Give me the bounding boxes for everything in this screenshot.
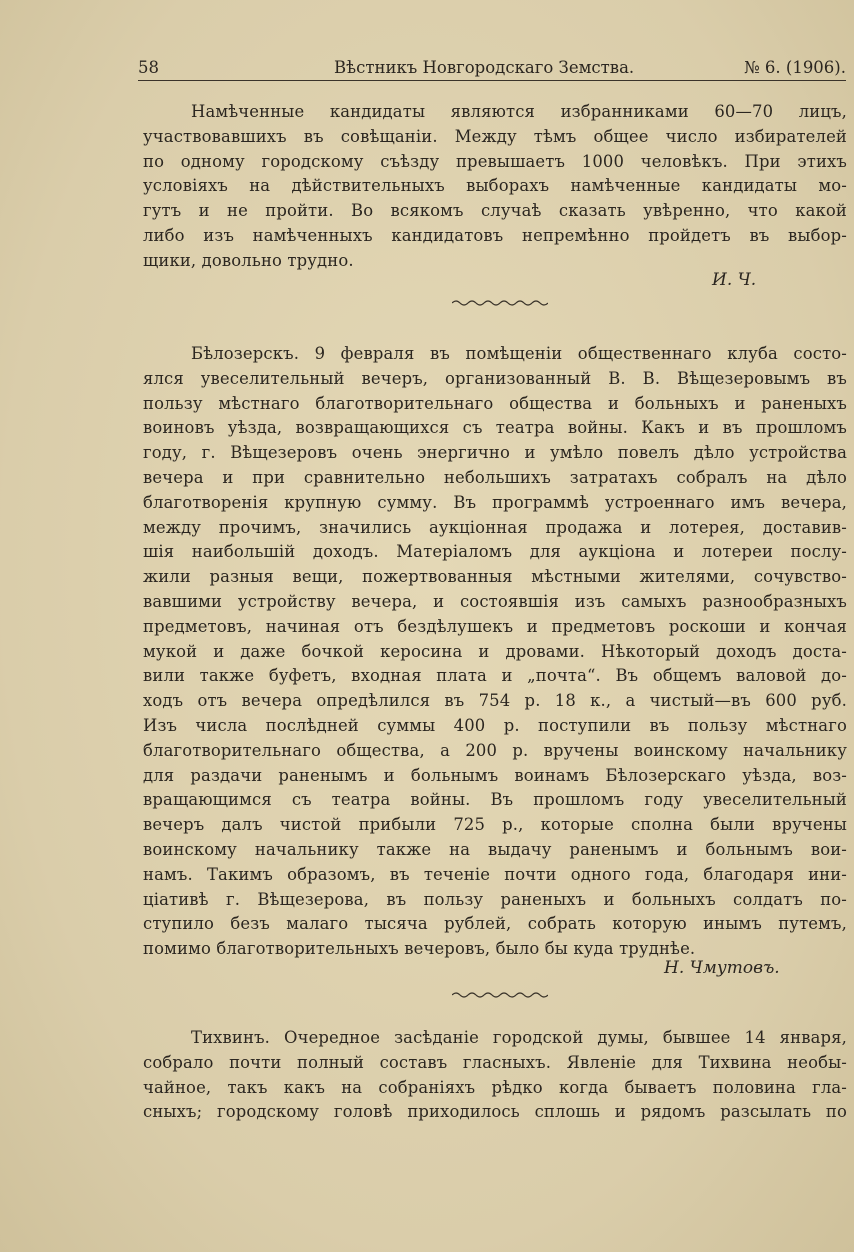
- text-line: для раздачи раненымъ и больнымъ воинамъ Бѣлозерскаго уѣзда, воз-: [143, 765, 847, 785]
- signature-ich: И. Ч.: [712, 270, 757, 290]
- text-line: чайное, такъ какъ на собраніяхъ рѣдко когда бываетъ половина гла-: [143, 1077, 847, 1097]
- text-line: вечеръ далъ чистой прибыли 725 р., которые сполна были вручены: [143, 815, 847, 835]
- text-line: ходъ отъ вечера опредѣлился въ 754 р. 18 к., а чистый—въ 600 руб.: [143, 691, 847, 711]
- text-line: Бѣлозерскъ. 9 февраля въ помѣщеніи общественнаго клуба состо-: [191, 344, 847, 363]
- text-line: году, г. Вѣщезеровъ очень энергично и умѣло повелъ дѣло устройства: [143, 443, 847, 463]
- text-line: либо изъ намѣченныхъ кандидатовъ непремѣнно пройдетъ въ выбор-: [143, 225, 847, 245]
- text-line: сныхъ; городскому головѣ приходилось сплошь и рядомъ разсылать по: [143, 1102, 847, 1122]
- text-line: воинскому начальнику также на выдачу раненымъ и больнымъ вои-: [143, 839, 847, 859]
- text-line: помимо благотворительныхъ вечеровъ, было бы куда труднѣе.: [143, 939, 696, 959]
- text-line: вечера и при сравнительно небольшихъ затратахъ собралъ на дѣло: [143, 467, 847, 487]
- text-line: благотворительнаго общества, а 200 р. вручены воинскому начальнику: [143, 740, 847, 760]
- text-line: пользу мѣстнаго благотворительнаго общества и больныхъ и раненыхъ: [143, 393, 847, 413]
- text-line: намъ. Такимъ образомъ, въ теченіе почти одного года, благодаря ини-: [143, 864, 847, 884]
- text-line: предметовъ, начиная отъ бездѣлушекъ и предметовъ роскоши и кончая: [143, 616, 847, 636]
- text-line: между прочимъ, значились аукціонная продажа и лотерея, доставив-: [143, 517, 847, 537]
- text-line: воиновъ уѣзда, возвращающихся съ театра войны. Какъ и въ прошломъ: [143, 418, 847, 438]
- text-line: вавшими устройству вечера, и состоявшія изъ самыхъ разнообразныхъ: [143, 591, 847, 611]
- section-belozersk: [143, 342, 847, 962]
- text-line: жили разныя вещи, пожертвованныя мѣстными жителями, сочувство-: [143, 567, 847, 587]
- section-election-report: [143, 100, 847, 274]
- text-line: участвовавшихъ въ совѣщаніи. Между тѣмъ общее число избирателей: [143, 126, 847, 146]
- text-line: мукой и даже бочкой керосина и дровами. Нѣкоторый доходъ доста-: [143, 641, 847, 661]
- running-header: [138, 52, 846, 81]
- text-line: ціативѣ г. Вѣщезерова, въ пользу раненыхъ и больныхъ солдатъ по-: [143, 889, 847, 909]
- text-line: шія наибольшій доходъ. Матеріаломъ для аукціона и лотереи послу-: [143, 542, 847, 562]
- issue-number: № 6. (1906).: [744, 58, 846, 77]
- section-divider: [452, 298, 548, 306]
- text-line: благотворенія крупную сумму. Въ программѣ устроеннаго имъ вечера,: [143, 492, 847, 512]
- page-number: 58: [138, 58, 159, 77]
- text-line: Намѣченные кандидаты являются избранниками 60—70 лицъ,: [191, 102, 847, 121]
- text-line: щики, довольно трудно.: [143, 250, 354, 270]
- journal-title: Вѣстникъ Новгородскаго Земства.: [334, 58, 635, 77]
- text-line: гутъ и не пройти. Во всякомъ случаѣ сказать увѣренно, что какой: [143, 201, 847, 221]
- text-line: Тихвинъ. Очередное засѣданіе городской думы, бывшее 14 января,: [191, 1028, 847, 1047]
- section-divider: [452, 990, 548, 998]
- signature-chmutov: Н. Чмутовъ.: [664, 958, 780, 978]
- section-tikhvin: [143, 1026, 847, 1125]
- text-line: ялся увеселительный вечеръ, организованный В. В. Вѣщезеровымъ въ: [143, 368, 847, 388]
- text-line: по одному городскому съѣзду превышаетъ 1000 человѣкъ. При этихъ: [143, 151, 847, 171]
- text-line: вили также буфетъ, входная плата и „почта“. Въ общемъ валовой до-: [143, 666, 847, 686]
- text-line: собрало почти полный составъ гласныхъ. Явленіе для Тихвина необы-: [143, 1052, 847, 1072]
- text-line: ступило безъ малаго тысяча рублей, собрать которую инымъ путемъ,: [143, 914, 847, 934]
- text-line: Изъ числа послѣдней суммы 400 р. поступили въ пользу мѣстнаго: [143, 715, 847, 735]
- text-line: условіяхъ на дѣйствительныхъ выборахъ намѣченные кандидаты мо-: [143, 176, 847, 196]
- text-line: вращающимся съ театра войны. Въ прошломъ году увеселительный: [143, 790, 847, 810]
